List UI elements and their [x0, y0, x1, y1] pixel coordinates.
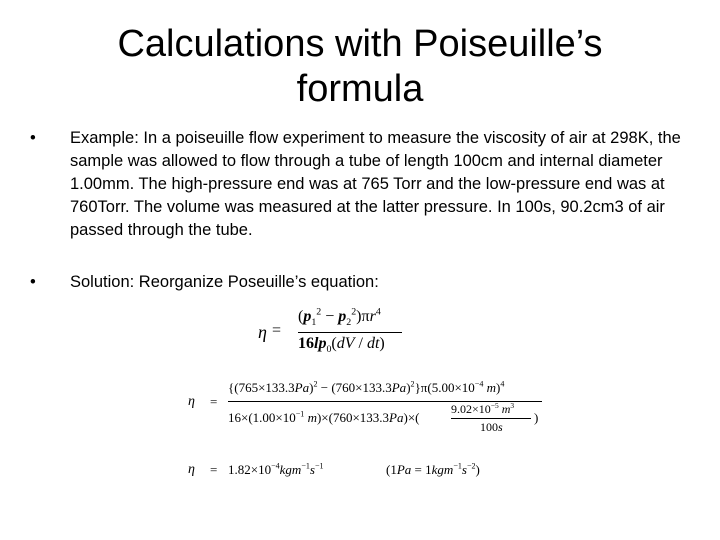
equation-result: η = $1.82\times 10^{-4}kgm^{-1}s^{-1}$ $(1Pa = 1kgm^{-1}s^{-2})$	[188, 461, 480, 477]
equation-poiseuille-rearranged: η = $(p_1^2 - p_2^2)\pi r^4$ $16lp_0(dV / dt)$	[258, 308, 408, 358]
bullet-example-text: Example: In a poiseuille flow experiment to measure the viscosity of air at 298K, the sample was allowed to flow through a tube of length 100cm and internal diameter 1.00mm. The high-pressure end was at 765 Torr and the low-pressure end was at 760Torr. The volume was measured at the latter pressure. In 100s, 90.2cm3 of air passed through the tube.	[70, 129, 681, 239]
bullet-marker: •	[30, 129, 36, 147]
slide-title: Calculations with Poiseuille’s formula	[117, 23, 603, 110]
bullet-solution-text: Solution: Reorganize Poseuille’s equation:	[70, 273, 379, 291]
bullet-list	[30, 127, 690, 294]
bullet-marker: •	[30, 273, 36, 291]
bullet-example	[30, 127, 690, 242]
bullet-solution	[30, 271, 690, 294]
equation-substitution: η = $\{(765\times 133.3Pa)^2 - (760\times 133.3Pa)^2\}\pi(5.00\times 10^{-4}$ m)$^4$ $16\times(1.00\times 10^{-1}$ m)×(760×133.3Pa)×( $9.02\times 10^{-5}$ $m^3$ 100s )	[188, 380, 548, 440]
